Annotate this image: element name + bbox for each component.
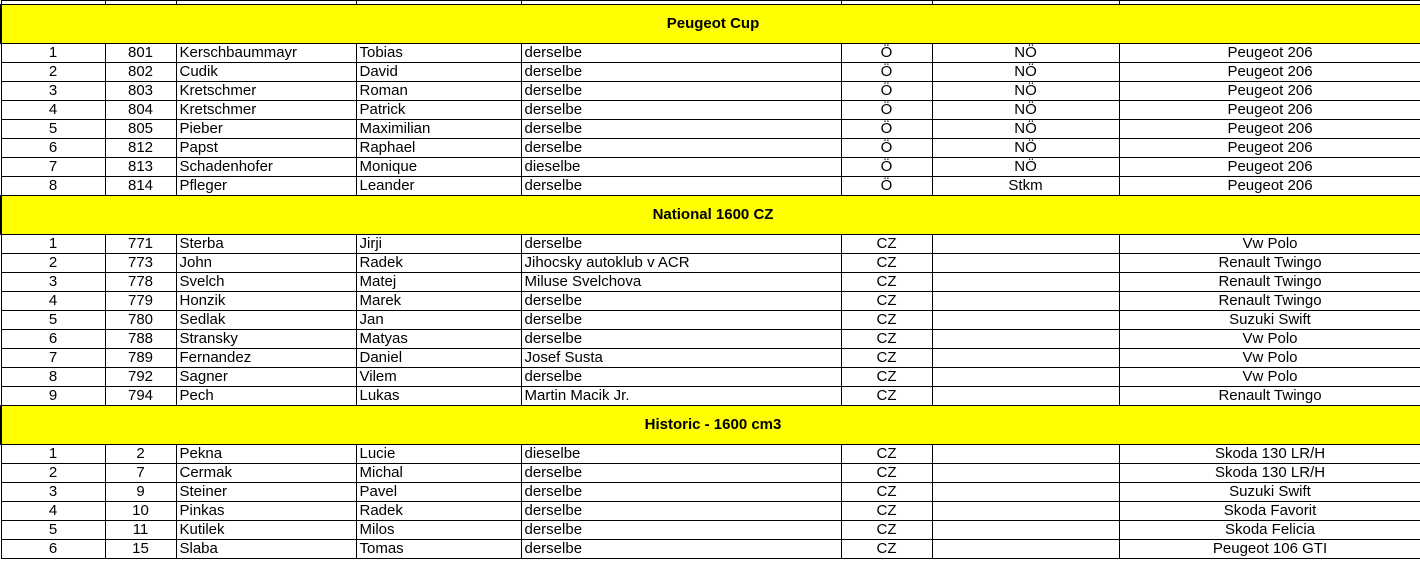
- cell-last-name: Honzik: [176, 292, 356, 311]
- cell-position: 6: [1, 330, 105, 349]
- cell-entrant: dieselbe: [521, 158, 841, 177]
- cell-first-name: Daniel: [356, 349, 521, 368]
- cell-region: [932, 311, 1119, 330]
- cell-region: [932, 292, 1119, 311]
- cell-position: 5: [1, 521, 105, 540]
- cell-car: Peugeot 106 GTI: [1119, 540, 1420, 559]
- cell-car: Peugeot 206: [1119, 63, 1420, 82]
- cell-last-name: Sagner: [176, 368, 356, 387]
- cell-entrant: derselbe: [521, 483, 841, 502]
- cell-region: NÖ: [932, 158, 1119, 177]
- table-row: [1, 44, 1420, 63]
- cell-entrant: Miluse Svelchova: [521, 273, 841, 292]
- table-row: [1, 101, 1420, 120]
- cell-car: Peugeot 206: [1119, 44, 1420, 63]
- cell-car: Suzuki Swift: [1119, 483, 1420, 502]
- cell-position: 7: [1, 349, 105, 368]
- table-row: [1, 254, 1420, 273]
- cell-first-name: Patrick: [356, 101, 521, 120]
- cell-entrant: derselbe: [521, 330, 841, 349]
- cell-position: 2: [1, 63, 105, 82]
- cell-position: 5: [1, 120, 105, 139]
- cell-entrant: derselbe: [521, 502, 841, 521]
- cell-region: [932, 502, 1119, 521]
- cell-nationality: CZ: [841, 368, 932, 387]
- cell-first-name: Monique: [356, 158, 521, 177]
- cell-last-name: Pfleger: [176, 177, 356, 196]
- cell-nationality: CZ: [841, 502, 932, 521]
- cell-position: 1: [1, 235, 105, 254]
- cell-last-name: Pekna: [176, 445, 356, 464]
- cell-car: Renault Twingo: [1119, 387, 1420, 406]
- cell-entrant: derselbe: [521, 540, 841, 559]
- cell-start-number: 7: [105, 464, 176, 483]
- cell-car: Peugeot 206: [1119, 139, 1420, 158]
- cell-car: Skoda 130 LR/H: [1119, 464, 1420, 483]
- table-row: [1, 177, 1420, 196]
- cell-last-name: Svelch: [176, 273, 356, 292]
- cell-nationality: CZ: [841, 483, 932, 502]
- cell-region: [932, 483, 1119, 502]
- cell-first-name: Jan: [356, 311, 521, 330]
- cell-nationality: CZ: [841, 254, 932, 273]
- cell-region: [932, 235, 1119, 254]
- cell-start-number: 788: [105, 330, 176, 349]
- cell-entrant: derselbe: [521, 464, 841, 483]
- cell-nationality: CZ: [841, 349, 932, 368]
- cell-start-number: 15: [105, 540, 176, 559]
- section-header-row: [1, 5, 1420, 44]
- cell-position: 6: [1, 139, 105, 158]
- cell-position: 7: [1, 158, 105, 177]
- cell-position: 1: [1, 445, 105, 464]
- cell-region: NÖ: [932, 63, 1119, 82]
- cell-region: [932, 368, 1119, 387]
- cell-entrant: derselbe: [521, 139, 841, 158]
- cell-car: Vw Polo: [1119, 330, 1420, 349]
- table-row: [1, 483, 1420, 502]
- cell-car: Peugeot 206: [1119, 177, 1420, 196]
- cell-car: Vw Polo: [1119, 368, 1420, 387]
- cell-first-name: Maximilian: [356, 120, 521, 139]
- cell-start-number: 804: [105, 101, 176, 120]
- section-header-row: [1, 406, 1420, 445]
- cell-position: 3: [1, 82, 105, 101]
- cell-entrant: derselbe: [521, 82, 841, 101]
- cell-last-name: Sterba: [176, 235, 356, 254]
- cell-start-number: 801: [105, 44, 176, 63]
- cell-start-number: 778: [105, 273, 176, 292]
- cell-nationality: CZ: [841, 273, 932, 292]
- cell-last-name: Schadenhofer: [176, 158, 356, 177]
- cell-start-number: 812: [105, 139, 176, 158]
- cell-last-name: Kretschmer: [176, 82, 356, 101]
- cell-last-name: Cermak: [176, 464, 356, 483]
- cell-car: Skoda Favorit: [1119, 502, 1420, 521]
- cell-start-number: 814: [105, 177, 176, 196]
- cell-start-number: 794: [105, 387, 176, 406]
- cell-entrant: dieselbe: [521, 445, 841, 464]
- cell-nationality: CZ: [841, 292, 932, 311]
- cell-entrant: Martin Macik Jr.: [521, 387, 841, 406]
- cell-nationality: CZ: [841, 235, 932, 254]
- cell-first-name: Leander: [356, 177, 521, 196]
- cell-position: 1: [1, 44, 105, 63]
- cell-start-number: 802: [105, 63, 176, 82]
- cell-region: NÖ: [932, 139, 1119, 158]
- section-title: National 1600 CZ: [1, 196, 1420, 235]
- section-header-row: [1, 196, 1420, 235]
- table-row: [1, 387, 1420, 406]
- cell-car: Skoda Felicia: [1119, 521, 1420, 540]
- cell-car: Peugeot 206: [1119, 158, 1420, 177]
- cell-last-name: John: [176, 254, 356, 273]
- table-row: [1, 368, 1420, 387]
- table-row: [1, 349, 1420, 368]
- cell-entrant: Jihocsky autoklub v ACR: [521, 254, 841, 273]
- table-row: [1, 502, 1420, 521]
- cell-nationality: CZ: [841, 521, 932, 540]
- cell-first-name: Raphael: [356, 139, 521, 158]
- cell-start-number: 805: [105, 120, 176, 139]
- cell-entrant: derselbe: [521, 292, 841, 311]
- section-title: Peugeot Cup: [1, 5, 1420, 44]
- cell-last-name: Fernandez: [176, 349, 356, 368]
- cell-position: 6: [1, 540, 105, 559]
- cell-start-number: 9: [105, 483, 176, 502]
- cell-car: Peugeot 206: [1119, 101, 1420, 120]
- cell-region: NÖ: [932, 44, 1119, 63]
- cell-region: NÖ: [932, 120, 1119, 139]
- cell-nationality: CZ: [841, 387, 932, 406]
- cell-first-name: Lukas: [356, 387, 521, 406]
- cell-region: [932, 540, 1119, 559]
- cell-car: Renault Twingo: [1119, 273, 1420, 292]
- cell-start-number: 780: [105, 311, 176, 330]
- cell-region: [932, 330, 1119, 349]
- table-row: [1, 464, 1420, 483]
- cell-region: [932, 273, 1119, 292]
- cell-first-name: Vilem: [356, 368, 521, 387]
- cell-car: Renault Twingo: [1119, 292, 1420, 311]
- cell-nationality: CZ: [841, 464, 932, 483]
- cell-region: [932, 387, 1119, 406]
- cell-start-number: 789: [105, 349, 176, 368]
- cell-last-name: Pieber: [176, 120, 356, 139]
- cell-nationality: Ö: [841, 177, 932, 196]
- cell-nationality: CZ: [841, 445, 932, 464]
- cell-last-name: Sedlak: [176, 311, 356, 330]
- cell-region: [932, 349, 1119, 368]
- cell-last-name: Pech: [176, 387, 356, 406]
- section-title: Historic - 1600 cm3: [1, 406, 1420, 445]
- cell-first-name: Roman: [356, 82, 521, 101]
- cell-region: [932, 521, 1119, 540]
- cell-position: 4: [1, 292, 105, 311]
- cell-last-name: Slaba: [176, 540, 356, 559]
- cell-start-number: 2: [105, 445, 176, 464]
- cell-first-name: Matyas: [356, 330, 521, 349]
- cell-position: 3: [1, 273, 105, 292]
- cell-first-name: Tomas: [356, 540, 521, 559]
- cell-entrant: derselbe: [521, 368, 841, 387]
- cell-first-name: David: [356, 63, 521, 82]
- cell-region: [932, 445, 1119, 464]
- cell-position: 8: [1, 177, 105, 196]
- cell-first-name: Matej: [356, 273, 521, 292]
- table-row: [1, 521, 1420, 540]
- cell-car: Skoda 130 LR/H: [1119, 445, 1420, 464]
- cell-car: Peugeot 206: [1119, 120, 1420, 139]
- cell-entrant: derselbe: [521, 177, 841, 196]
- cell-nationality: CZ: [841, 540, 932, 559]
- cell-car: Peugeot 206: [1119, 82, 1420, 101]
- table-row: [1, 330, 1420, 349]
- cell-position: 8: [1, 368, 105, 387]
- cell-last-name: Cudik: [176, 63, 356, 82]
- cell-first-name: Tobias: [356, 44, 521, 63]
- table-row: [1, 273, 1420, 292]
- table-row: [1, 82, 1420, 101]
- cell-entrant: derselbe: [521, 63, 841, 82]
- cell-start-number: 803: [105, 82, 176, 101]
- cell-position: 2: [1, 254, 105, 273]
- cell-nationality: CZ: [841, 311, 932, 330]
- cell-region: NÖ: [932, 82, 1119, 101]
- cell-nationality: CZ: [841, 330, 932, 349]
- cell-car: Renault Twingo: [1119, 254, 1420, 273]
- cell-nationality: Ö: [841, 120, 932, 139]
- cell-region: [932, 254, 1119, 273]
- cell-position: 5: [1, 311, 105, 330]
- table-row: [1, 311, 1420, 330]
- cell-position: 3: [1, 483, 105, 502]
- cell-last-name: Papst: [176, 139, 356, 158]
- cell-region: [932, 464, 1119, 483]
- cell-region: NÖ: [932, 101, 1119, 120]
- cell-first-name: Radek: [356, 502, 521, 521]
- cell-entrant: derselbe: [521, 101, 841, 120]
- cell-nationality: Ö: [841, 139, 932, 158]
- cell-car: Vw Polo: [1119, 235, 1420, 254]
- cell-first-name: Michal: [356, 464, 521, 483]
- cell-entrant: Josef Susta: [521, 349, 841, 368]
- cell-first-name: Radek: [356, 254, 521, 273]
- cell-first-name: Marek: [356, 292, 521, 311]
- cell-last-name: Kerschbaummayr: [176, 44, 356, 63]
- table-row: [1, 445, 1420, 464]
- cell-car: Vw Polo: [1119, 349, 1420, 368]
- cell-start-number: 11: [105, 521, 176, 540]
- cell-first-name: Pavel: [356, 483, 521, 502]
- table-row: [1, 292, 1420, 311]
- cell-nationality: Ö: [841, 158, 932, 177]
- cell-start-number: 813: [105, 158, 176, 177]
- cell-position: 9: [1, 387, 105, 406]
- cell-entrant: derselbe: [521, 44, 841, 63]
- cell-start-number: 792: [105, 368, 176, 387]
- table-row: [1, 63, 1420, 82]
- table-row: [1, 158, 1420, 177]
- cell-entrant: derselbe: [521, 235, 841, 254]
- cell-last-name: Pinkas: [176, 502, 356, 521]
- cell-nationality: Ö: [841, 44, 932, 63]
- cell-start-number: 773: [105, 254, 176, 273]
- cell-entrant: derselbe: [521, 311, 841, 330]
- cell-position: 4: [1, 101, 105, 120]
- cell-last-name: Kretschmer: [176, 101, 356, 120]
- table-row: [1, 235, 1420, 254]
- table-row: [1, 139, 1420, 158]
- cell-entrant: derselbe: [521, 120, 841, 139]
- cell-start-number: 779: [105, 292, 176, 311]
- cell-first-name: Jirji: [356, 235, 521, 254]
- cell-entrant: derselbe: [521, 521, 841, 540]
- table-row: [1, 120, 1420, 139]
- cell-last-name: Steiner: [176, 483, 356, 502]
- cell-nationality: Ö: [841, 101, 932, 120]
- cell-position: 2: [1, 464, 105, 483]
- cell-first-name: Lucie: [356, 445, 521, 464]
- cell-position: 4: [1, 502, 105, 521]
- cell-nationality: Ö: [841, 82, 932, 101]
- cell-first-name: Milos: [356, 521, 521, 540]
- cell-last-name: Stransky: [176, 330, 356, 349]
- cell-nationality: Ö: [841, 63, 932, 82]
- cell-start-number: 771: [105, 235, 176, 254]
- cell-region: Stkm: [932, 177, 1119, 196]
- cell-start-number: 10: [105, 502, 176, 521]
- cell-car: Suzuki Swift: [1119, 311, 1420, 330]
- table-row: [1, 540, 1420, 559]
- cell-last-name: Kutilek: [176, 521, 356, 540]
